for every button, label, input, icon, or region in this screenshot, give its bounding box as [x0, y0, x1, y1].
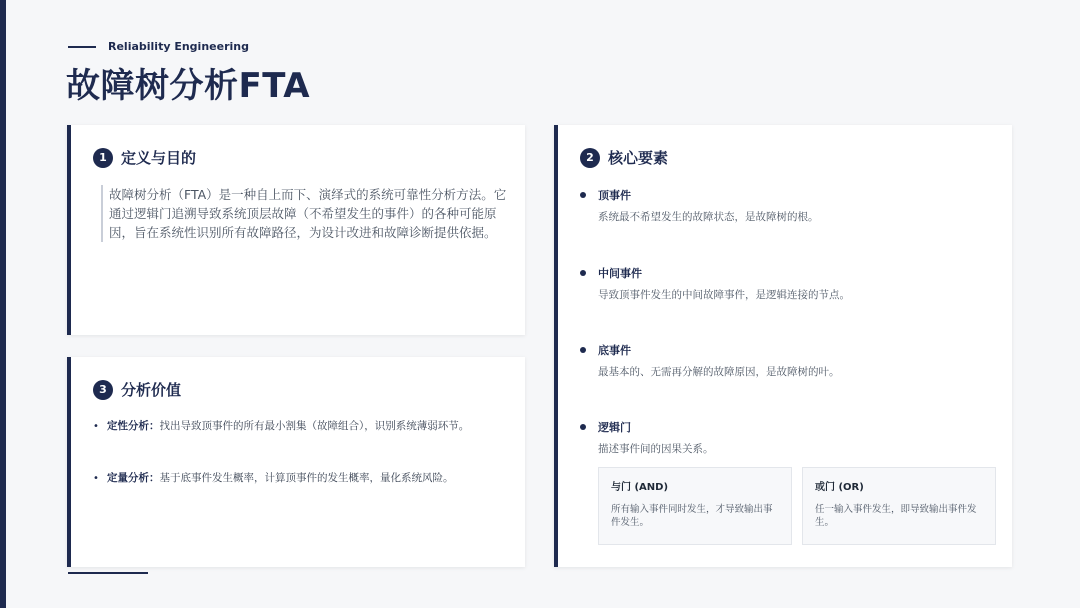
core-elements-card — [554, 125, 1012, 567]
analysis-value-card — [67, 357, 525, 567]
left-accent-bar — [0, 0, 6, 608]
and-gate-box — [598, 467, 792, 545]
gate-name: 或门 (OR) — [815, 482, 864, 493]
bullet-icon — [580, 192, 586, 198]
gate-desc: 任一输入事件发生，即导致输出事件发生。 — [815, 504, 977, 528]
kicker-line — [68, 46, 96, 48]
element-desc: 最基本的、无需再分解的故障原因，是故障树的叶。 — [598, 366, 840, 378]
number-badge: 2 — [580, 148, 600, 168]
gate-desc: 所有输入事件同时发生，才导致输出事件发生。 — [611, 504, 773, 528]
definition-title: 定义与目的 — [121, 149, 197, 167]
analysis-value-card-header — [93, 379, 181, 400]
bullet-icon: • — [93, 473, 99, 484]
element-name: 逻辑门 — [598, 421, 631, 434]
bullet-icon — [580, 270, 586, 276]
analysis-value-title: 分析价值 — [121, 381, 182, 399]
element-desc: 系统最不希望发生的故障状态，是故障树的根。 — [598, 211, 819, 223]
number-badge: 3 — [93, 380, 113, 400]
element-item — [580, 265, 1000, 302]
definition-card — [67, 125, 525, 335]
kicker-text: Reliability Engineering — [108, 40, 249, 53]
or-gate-box — [802, 467, 996, 545]
item-label: 定性分析： — [107, 420, 160, 432]
list-item — [93, 471, 513, 486]
bottom-accent-line — [68, 572, 148, 574]
element-item — [580, 419, 1000, 456]
item-text: 基于底事件发生概率，计算顶事件的发生概率，量化系统风险。 — [159, 472, 454, 484]
bullet-icon — [580, 347, 586, 353]
definition-card-header — [93, 147, 196, 168]
element-desc: 描述事件间的因果关系。 — [598, 443, 714, 455]
bullet-icon — [580, 424, 586, 430]
element-name: 底事件 — [598, 344, 631, 357]
item-text: 找出导致顶事件的所有最小割集（故障组合），识别系统薄弱环节。 — [159, 420, 470, 432]
list-item — [93, 419, 513, 434]
item-label: 定量分析： — [107, 472, 160, 484]
gate-name: 与门 (AND) — [611, 482, 669, 493]
definition-text: 故障树分析（FTA）是一种自上而下、演绎式的系统可靠性分析方法。它通过逻辑门追溯导致系统顶层故障（不希望发生的事件）的各种可能原因，旨在系统性识别所有故障路径，为设计改进和故障诊断提供依据。 — [101, 185, 511, 242]
element-item — [580, 187, 1000, 224]
element-name: 中间事件 — [598, 267, 642, 280]
bullet-icon: • — [93, 421, 99, 432]
page-title: 故障树分析FTA — [66, 66, 311, 106]
core-elements-title: 核心要素 — [608, 149, 669, 167]
element-desc: 导致顶事件发生的中间故障事件，是逻辑连接的节点。 — [598, 289, 850, 301]
element-item — [580, 342, 1000, 379]
number-badge: 1 — [93, 148, 113, 168]
core-elements-card-header — [580, 147, 668, 168]
element-name: 顶事件 — [598, 189, 631, 202]
